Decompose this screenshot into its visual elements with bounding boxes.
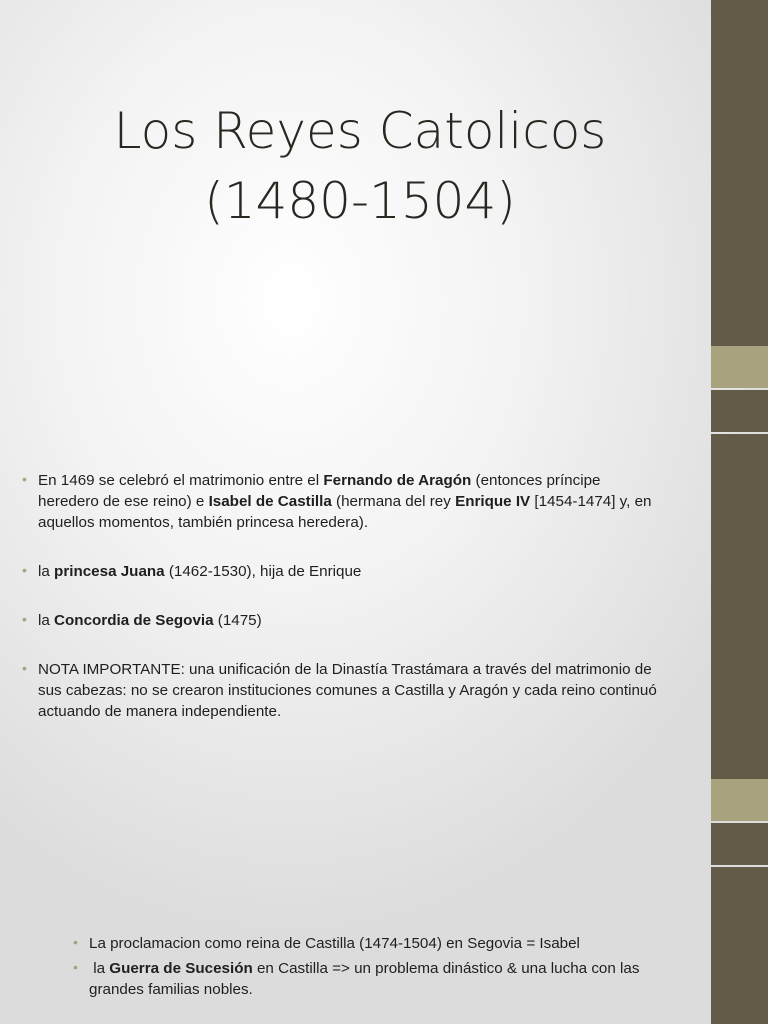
bullet-item	[22, 561, 662, 582]
bullet-item	[22, 470, 662, 533]
bullet-text: (1462-1530), hija de Enrique	[164, 563, 362, 580]
sidebar-block-dark	[711, 0, 768, 346]
secondary-bullet-list	[73, 933, 673, 1004]
bullet-text: [1454-1474] y, en aquellos momentos, también princesa heredera).	[38, 493, 652, 531]
bullet-dot-icon: •	[22, 562, 27, 578]
decorative-sidebar	[711, 0, 768, 1024]
bullet-text: la	[89, 960, 110, 977]
bullet-dot-icon: •	[73, 959, 78, 975]
bullet-dot-icon: •	[22, 660, 27, 676]
bullet-dot-icon: •	[22, 611, 27, 627]
bullet-item	[22, 659, 662, 722]
bullet-bold: princesa Juana	[54, 563, 165, 580]
bullet-text: (entonces príncipe heredero de ese reino) e	[38, 472, 601, 510]
bullet-text: NOTA IMPORTANTE: una unificación de la Dinastía Trastámara a través del matrimonio de sus cabezas: no se crearon instituciones comunes a Castilla y Aragón y cada reino continuó actuando de manera independiente.	[38, 661, 657, 720]
bullet-text: (1475)	[213, 612, 262, 629]
bullet-list	[22, 470, 662, 750]
bullet-dot-icon: •	[22, 471, 27, 487]
bullet-item	[73, 958, 673, 1000]
bullet-bold: Guerra de Sucesión	[109, 960, 253, 977]
bullet-bold: Enrique IV	[455, 493, 531, 510]
sidebar-block-light	[711, 779, 768, 821]
bullet-bold: Isabel de Castilla	[208, 493, 332, 510]
sidebar-block-dark	[711, 867, 768, 1024]
sidebar-block-dark	[711, 823, 768, 865]
sidebar-block-light	[711, 346, 768, 388]
bullet-dot-icon: •	[73, 934, 78, 950]
slide-title: Los Reyes Catolicos (1480-1504)	[113, 102, 607, 230]
bullet-text: En 1469 se celebró el matrimonio entre el	[38, 472, 324, 489]
bullet-item	[22, 610, 662, 631]
bullet-text: (hermana del rey	[331, 493, 456, 510]
bullet-text: La proclamacion como reina de Castilla (1474-1504) en Segovia = Isabel	[89, 935, 580, 952]
sidebar-block-dark	[711, 434, 768, 779]
bullet-bold: Concordia de Segovia	[54, 612, 214, 629]
bullet-text: en Castilla => un problema dinástico & una lucha con las grandes familias nobles.	[89, 960, 640, 998]
bullet-bold: Fernando de Aragón	[323, 472, 472, 489]
bullet-item	[73, 933, 673, 954]
bullet-text: la	[38, 563, 55, 580]
bullet-text: la	[38, 612, 55, 629]
sidebar-block-dark	[711, 390, 768, 432]
